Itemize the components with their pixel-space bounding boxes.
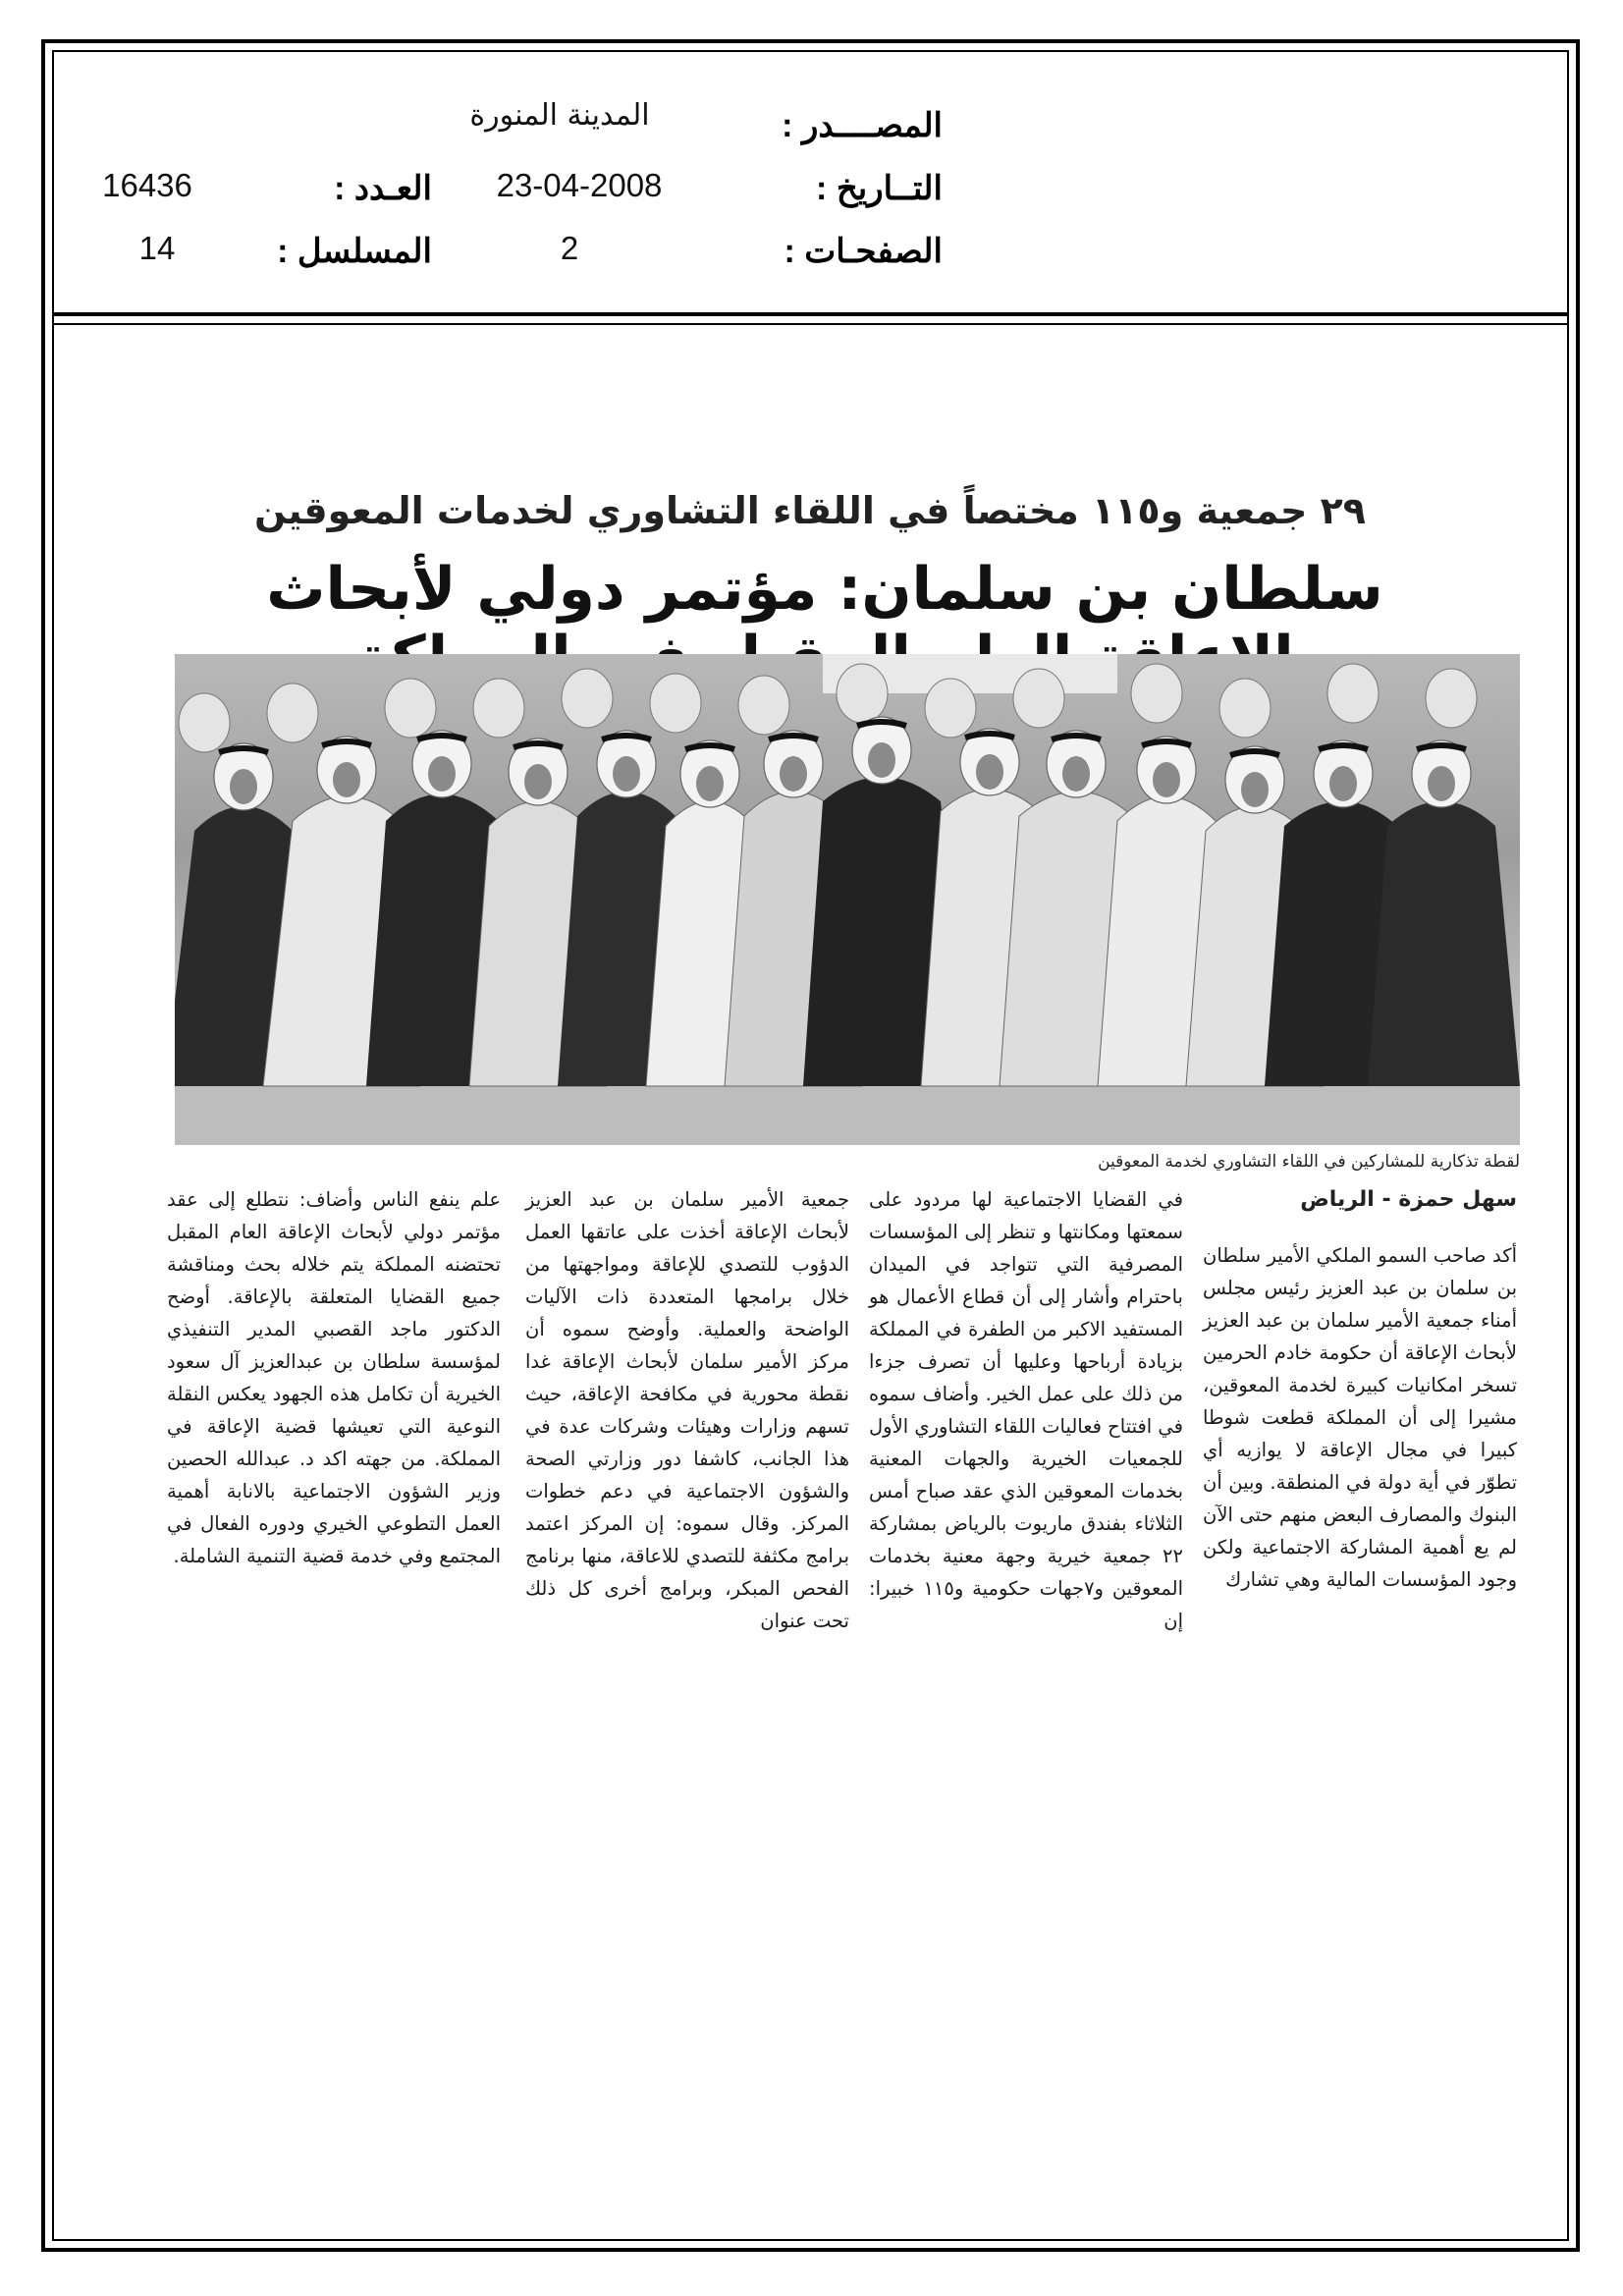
article-column-2 — [869, 1183, 1183, 1637]
article-byline: سهل حمزة - الرياض — [1300, 1187, 1517, 1212]
date-label: التــاريخ : — [816, 170, 943, 207]
article-subheadline: ٢٩ جمعية و١١٥ مختصاً في اللقاء التشاوري لخدمات المعوقين — [254, 489, 1366, 532]
pages-value: 2 — [560, 230, 579, 266]
issue-value: 16436 — [102, 167, 192, 203]
serial-label: المسلسل : — [277, 233, 432, 270]
column-2-text: في القضايا الاجتماعية لها مردود على سمعتها ومكانتها و تنظر إلى المؤسسات المصرفية التي تتواجد في الميدان باحترام وأشار إلى أن قطاع الأعمال هو المستفيد الاكبر من الطفرة في المملكة بزيادة أرباحها وعليها أن تصرف جزءا من ذلك على عمل الخير. وأضاف سموه في افتتاح فعاليات اللقاء التشاوري الأول للجمعيات الخيرية والجهات المعنية بخدمات المعوقين الذي عقد صباح أمس الثلاثاء بفندق ماريوت بالرياض بمشاركة ٢٢ جمعية خيرية وجهة معنية بخدمات المعوقين و٧جهات حكومية و١١٥ خبيرا: إن — [869, 1188, 1183, 1632]
article-column-1 — [1203, 1183, 1517, 1596]
header-divider-thin — [52, 323, 1569, 325]
date-value: 23-04-2008 — [496, 167, 663, 203]
issue-label: العـدد : — [334, 170, 432, 207]
inner-frame — [52, 50, 1569, 2241]
photo-caption: لقطة تذكارية للمشاركين في اللقاء التشاوري لخدمة المعوقين — [1098, 1152, 1520, 1172]
column-4-text: علم ينفع الناس وأضاف: نتطلع إلى عقد مؤتمر دولي لأبحاث الإعاقة العام المقبل تحتضنه المملكة يتم خلاله بحث ومناقشة جميع القضايا المتعلقة بالإعاقة. أوضح الدكتور ماجد القصبي المدير التنفيذي لمؤسسة سلطان بن عبدالعزيز آل سعود الخيرية أن تكامل هذه الجهود يعكس النقلة النوعية التي تعيشها قضية الإعاقة في المملكة. من جهته اكد د. عبدالله الحصين وزير الشؤون الاجتماعية بالانابة أهمية العمل التطوعي الخيري ودوره الفعال في المجتمع وفي خدمة قضية التنمية الشاملة. — [167, 1188, 501, 1567]
article-headline: سلطان بن سلمان: مؤتمر دولي لأبحاث — [266, 555, 1383, 624]
column-3-text: جمعية الأمير سلمان بن عبد العزيز لأبحاث الإعاقة أخذت على عاتقها العمل الدؤوب للتصدي للإعاقة ومواجهتها من خلال برامجها المتعددة ذات الآليات الواضحة والعملية. وأوضح سموه أن مركز الأمير سلمان لأبحاث الإعاقة غدا نقطة محورية في مكافحة الإعاقة، حيث تسهم وزارات وهيئات وشركات عدة في هذا الجانب، كاشفا دور وزارتي الصحة والشؤون الاجتماعية في دعم خطوات المركز. وقال سموه: إن المركز اعتمد برامج مكثفة للتصدي للاعاقة، منها برنامج الفحص المبكر، وبرامج أخرى كل ذلك تحت عنوان — [525, 1188, 849, 1632]
pages-label: الصفحـات : — [784, 233, 943, 270]
source-label: المصــــدر : — [782, 107, 943, 144]
article-column-3 — [525, 1183, 849, 1637]
header-divider — [52, 312, 1569, 316]
source-value: المدينة المنورة — [469, 98, 650, 133]
serial-value: 14 — [138, 230, 176, 266]
group-photo — [175, 654, 1520, 1145]
column-1-text: أكد صاحب السمو الملكي الأمير سلطان بن سلمان بن عبد العزيز رئيس مجلس أمناء جمعية الأمير سلمان بن عبد العزيز لأبحاث الإعاقة أن حكومة خادم الحرمين تسخر امكانيات كبيرة لخدمة المعوقين، مشيرا إلى أن المملكة قطعت شوطا كبيرا في مجال الإعاقة لا يوازيه أي تطوّر في أية دولة في المنطقة. وبين أن البنوك والمصارف البعض منهم حتى الآن لم يع أهمية المشاركة الاجتماعية ولكن وجود المؤسسات المالية وهي تشارك — [1203, 1244, 1517, 1591]
article-column-4 — [167, 1183, 501, 1572]
